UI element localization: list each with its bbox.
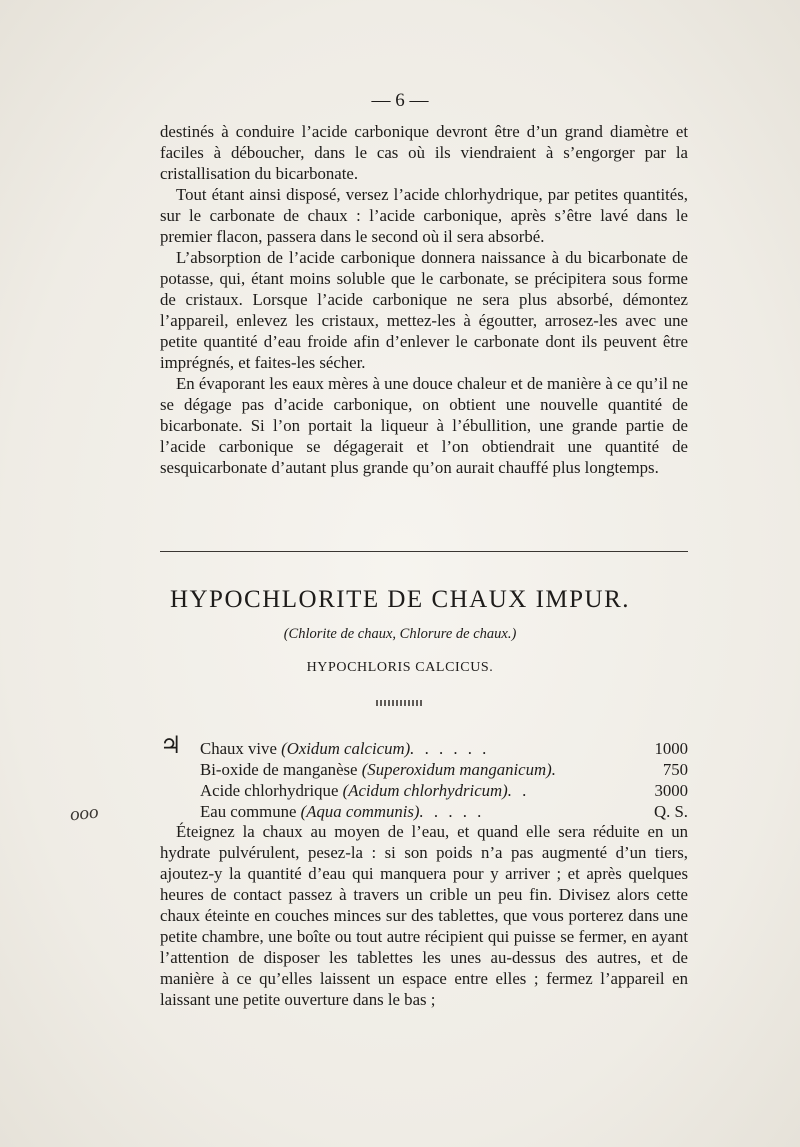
recipe-row (160, 733, 688, 759)
paragraph-3: L’absorption de l’acide carbonique donnera naissance à du bicarbonate de potasse, qui, étant moins soluble que le carbonate, se précipitera sous forme de cristaux. Lorsque l’acide carbonique ne sera plus absorbé, démontez l’appareil, enlevez les cristaux, mettez-les à égoutter, arrosez-les avec une petite quantité d’eau froide afin d’enlever le carbonate dont ils peuvent être imprégnés, et faites-les sécher. (160, 248, 688, 372)
ingredient-name: Chaux vive (200, 739, 277, 758)
paragraph-1: destinés à conduire l’acide carbonique devront être d’un grand diamètre et faciles à déboucher, dans le cas où ils viendraient à s’engorger par la cristallisation du bicarbonate. (160, 122, 688, 183)
leader-dots: . . . . (433, 802, 485, 821)
leader-dots: . . . . . (424, 739, 490, 758)
ingredient-quantity: 750 (662, 760, 688, 779)
ingredient-quantity: 1000 (654, 739, 688, 758)
ingredient-latin: (Acidum chlorhydricum). (342, 781, 512, 800)
recipe-row (160, 801, 688, 822)
ornament-divider (376, 700, 422, 706)
paragraph-5: Éteignez la chaux au moyen de l’eau, et quand elle sera réduite en un hydrate pulvérulent, pesez-la : si son poids n’a pas augmenté d’un tiers, ajoutez-y la quantité d’eau qui manquera pour y arriver ; et après quelques heures de contact passez à travers un crible un peu fin. Divisez alors cette chaux éteinte en couches minces sur des tablettes, que vous porterez dans une petite chambre, une boîte ou tout autre récipient qui puisse se fermer, en ayant l’attention de disposer les tablettes les unes au-dessus des autres, et de manière à ce qu’elles laissent un espace entre elles ; fermez l’appareil en laissant une petite ouverture dans le bas ; (160, 822, 688, 1009)
ingredient-quantity: Q. S. (653, 802, 688, 821)
recipe-list (160, 733, 688, 822)
recipe-symbol-icon: ♃ (160, 733, 182, 759)
page-number: — 6 — (371, 90, 429, 111)
paragraph-2: Tout étant ainsi disposé, versez l’acide chlorhydrique, par petites quantités, sur le carbonate de chaux : l’acide carbonique, après s’être lavé dans le premier flacon, passera dans le second où il sera absorbé. (160, 185, 688, 246)
ingredient-latin: (Aqua communis). (300, 802, 424, 821)
leader-dots: . (522, 781, 530, 800)
section-divider (160, 551, 688, 552)
ingredient-latin: (Superoxidum manganicum). (361, 760, 556, 779)
section-subtitle: (Chlorite de chaux, Chlorure de chaux.) (283, 626, 517, 642)
ingredient-quantity: 3000 (654, 781, 688, 800)
recipe-row (160, 759, 688, 780)
body-text-bottom (160, 821, 688, 1010)
section-latin-name: HYPOCHLORIS CALCICUS. (306, 660, 494, 675)
handwritten-margin-note: ooo (68, 801, 100, 826)
recipe-row (160, 780, 688, 801)
ingredient-name: Acide chlorhydrique (200, 781, 339, 800)
ingredient-latin: (Oxidum calcicum). (281, 739, 415, 758)
section-title: HYPOCHLORITE DE CHAUX IMPUR. (169, 586, 631, 613)
ingredient-name: Bi-oxide de manganèse (200, 760, 358, 779)
paragraph-4: En évaporant les eaux mères à une douce chaleur et de manière à ce qu’il ne se dégage pas d’acide carbonique, on obtient une nouvelle quantité de bicarbonate. Si l’on portait la liqueur à l’ébullition, une grande partie de l’acide carbonique se dégagerait et l’on obtiendrait une quantité de sesquicarbonate d’autant plus grande qu’on aurait chauffé plus longtemps. (160, 374, 688, 477)
ingredient-name: Eau commune (200, 802, 297, 821)
body-text-top (160, 121, 688, 478)
